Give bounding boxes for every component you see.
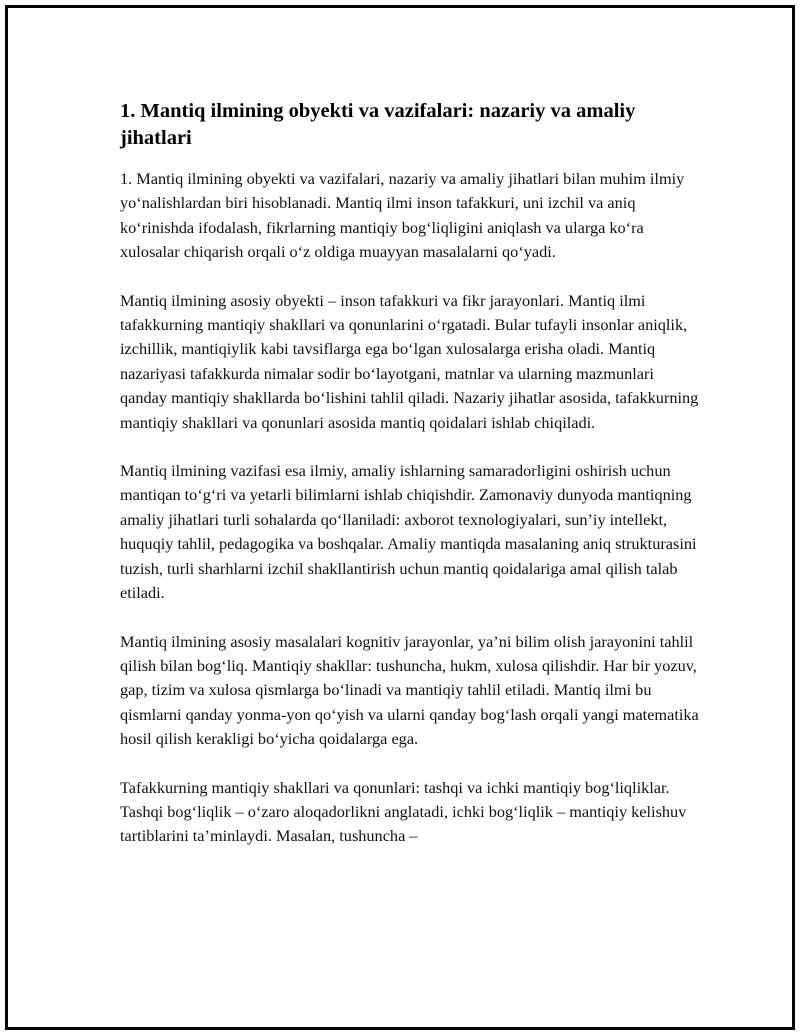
document-title: 1. Mantiq ilmining obyekti va vazifalari: nazariy va amaliy jihatlari [120, 100, 636, 149]
document-body [120, 98, 700, 873]
paragraph-1: 1. Mantiq ilmining obyekti va vazifalari, nazariy va amaliy jihatlari bilan muhim ilmiy yo‘nalishlardan biri hisoblanadi. Mantiq ilmi inson tafakkuri, uni izchil va aniq ko‘rinishda ifodalash, fikrlarning mantiqiy bog‘liqligini aniqlash va ularga ko‘ra xulosalar chiqarish orqali o‘z oldiga muayyan masalalarni qo‘yadi. [120, 169, 685, 262]
paragraph-3: Mantiq ilmining vazifasi esa ilmiy, amaliy ishlarning samaradorligini oshirish uchun mantiqan to‘g‘ri va yetarli bilimlarni ishlab chiqishdir. Zamonaviy dunyoda mantiqning amaliy jihatlari turli sohalarda qo‘llaniladi: axborot texnologiyalari, sun’iy intellekt, huquqiy tahlil, pedagogika va boshqalar. Amaliy mantiqda masalaning aniq strukturasini tuzish, turli sharhlarni izchil shakllantirish uchun mantiq qoidalariga amal qilish talab etiladi. [120, 461, 697, 603]
paragraph-4: Mantiq ilmining asosiy masalalari kognitiv jarayonlar, ya’ni bilim olish jarayonini tahlil qilish bilan bog‘liq. Mantiqiy shakllar: tushuncha, hukm, xulosa qilishdir. Har bir yozuv, gap, tizim va xulosa qismlarga bo‘linadi va mantiqiy tahlil etiladi. Mantiq ilmi bu qismlarni qanday yonma-yon qo‘yish va ularni qanday bog‘lash orqali yangi matematika hosil qilish kerakligi bo‘yicha qoidalarga ega. [120, 631, 699, 749]
paragraph-2: Mantiq ilmining asosiy obyekti – inson tafakkuri va fikr jarayonlari. Mantiq ilmi tafakkurning mantiqiy shakllari va qonunlarini o‘rgatadi. Bular tufayli insonlar aniqlik, izchillik, mantiqiylik kabi tavsiflarga ega bo‘lgan xulosalarga erisha oladi. Mantiq nazariyasi tafakkurda nimalar sodir bo‘layotgani, matnlar va ularning mazmunlari qanday mantiqiy shakllarda bo‘lishini tahlil qiladi. Nazariy jihatlar asosida, tafakkurning mantiqiy shakllari va qonunlari asosida mantiq qoidalari ishlab chiqiladi. [120, 290, 699, 432]
paragraph-5: Tafakkurning mantiqiy shakllari va qonunlari: tashqi va ichki mantiqiy bog‘liqliklar. Tashqi bog‘liqlik – o‘zaro aloqadorlikni anglatadi, ichki bog‘liqlik – mantiqiy kelishuv tartiblarini ta’minlaydi. Masalan, tushuncha – [120, 777, 687, 846]
page-frame [5, 5, 795, 1030]
